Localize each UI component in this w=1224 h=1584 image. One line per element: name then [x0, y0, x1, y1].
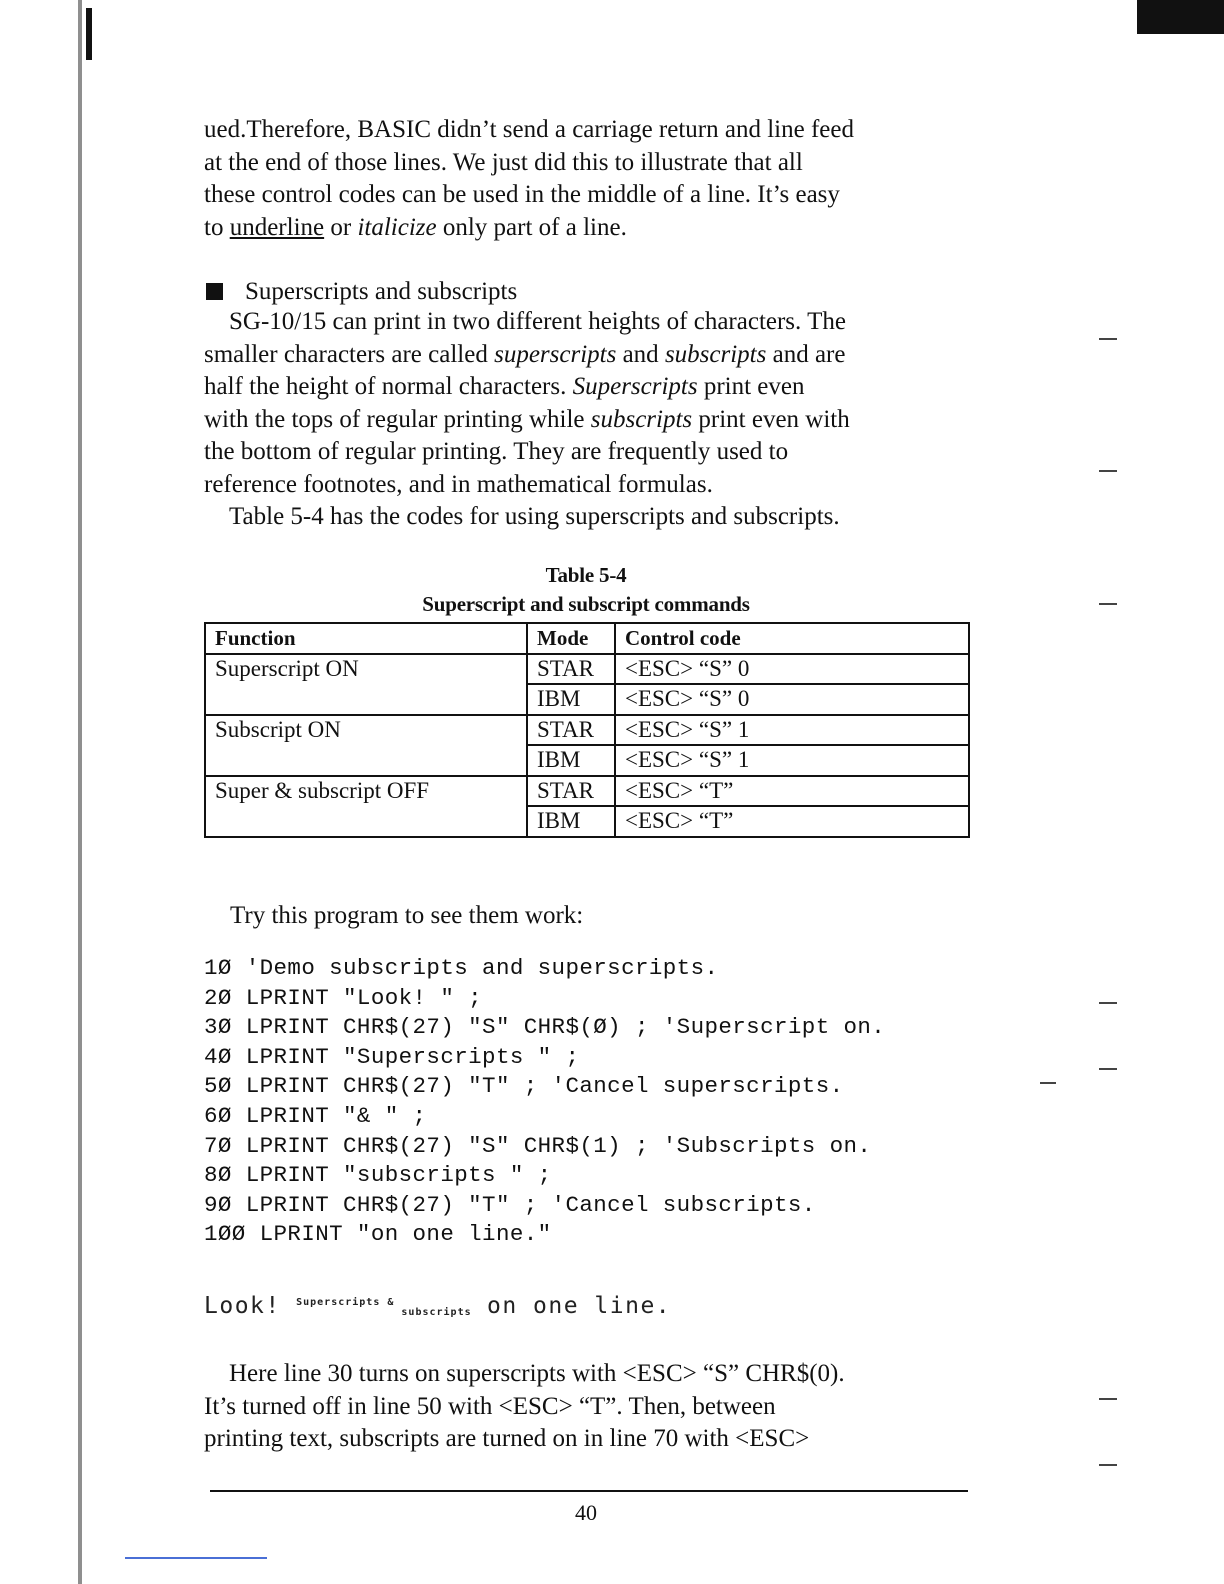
code-line: 1Ø 'Demo subscripts and superscripts.	[204, 955, 719, 981]
code-line: 4Ø LPRINT "Superscripts " ;	[204, 1043, 580, 1070]
section-heading	[206, 276, 517, 308]
scan-corner-mark	[1137, 0, 1224, 34]
text-run: to	[204, 213, 230, 241]
text-line: ued.Therefore, BASIC didn’t send a carriage return and line feed	[204, 116, 854, 143]
text-run: with the tops of regular printing while	[204, 405, 591, 433]
code-line: 8Ø LPRINT "subscripts " ;	[204, 1162, 552, 1189]
mode-cell: IBM	[527, 745, 615, 776]
text-line: these control codes can be used in the middle of a line. It’s easy	[204, 181, 840, 208]
text-line: Table 5-4 has the codes for using superscripts and subscripts.	[229, 503, 840, 530]
table-row	[205, 776, 969, 807]
code-line: 9Ø LPRINT CHR$(27) "T" ; 'Cancel subscripts.	[204, 1191, 816, 1218]
code-line: 2Ø LPRINT "Look! " ;	[204, 984, 483, 1011]
code-line: 6Ø LPRINT "& " ;	[204, 1102, 427, 1129]
text-run: or	[324, 213, 358, 241]
code-line: 5Ø LPRINT CHR$(27) "T" ; 'Cancel superscripts.	[204, 1073, 844, 1100]
code-line: 7Ø LPRINT CHR$(27) "S" CHR$(1) ; 'Subscripts on.	[204, 1132, 872, 1159]
header-function: Function	[205, 623, 527, 654]
mode-cell: IBM	[527, 806, 615, 837]
function-cell: Subscript ON	[205, 715, 527, 776]
output-superscript: Superscripts	[296, 1297, 381, 1308]
edge-mark	[1099, 1398, 1117, 1400]
table-row	[205, 654, 969, 685]
section-paragraph	[204, 306, 968, 534]
text-run: and	[616, 340, 665, 368]
edge-mark	[1099, 1068, 1117, 1070]
text-line: at the end of those lines. We just did this to illustrate that all	[204, 148, 803, 176]
mode-cell: STAR	[527, 776, 615, 807]
italic-word: subscripts	[590, 405, 693, 433]
text-line: It’s turned off in line 50 with <ESC> “T”. Then, between	[204, 1392, 776, 1420]
text-run: and are	[766, 340, 846, 368]
text-line: Here line 30 turns on superscripts with <ESC> “S” CHR$(0).	[229, 1360, 845, 1387]
scan-blue-line	[125, 1557, 267, 1559]
mode-cell: STAR	[527, 715, 615, 746]
text-run: smaller characters are called	[204, 340, 495, 368]
table-header-row	[205, 623, 969, 654]
italic-word: subscripts	[664, 340, 767, 368]
page-number: 40	[575, 1500, 597, 1525]
text-line: reference footnotes, and in mathematical formulas.	[204, 470, 713, 498]
code-cell: <ESC> “S” 1	[615, 745, 969, 776]
function-cell: Super & subscript OFF	[205, 776, 527, 837]
table-row	[205, 715, 969, 746]
code-cell: <ESC> “T”	[615, 806, 969, 837]
text-line	[204, 339, 968, 372]
edge-mark	[1099, 1464, 1117, 1466]
section-heading-text: Superscripts and subscripts	[245, 278, 518, 305]
italic-word: superscripts	[494, 340, 617, 368]
text-line	[204, 371, 968, 404]
text-run: half the height of normal characters.	[204, 373, 573, 400]
output-normal: on one line.	[471, 1293, 672, 1319]
code-cell: <ESC> “S” 1	[615, 715, 969, 746]
function-cell: Superscript ON	[205, 654, 527, 715]
italic-word: Superscripts	[572, 373, 698, 400]
intro-paragraph	[204, 114, 968, 244]
text-run: print even	[697, 373, 805, 400]
bullet-square-icon	[206, 283, 223, 300]
binding-edge	[78, 0, 82, 1584]
edge-mark	[1099, 470, 1117, 472]
text-line: the bottom of regular printing. They are frequently used to	[204, 438, 789, 465]
footer-rule	[210, 1490, 968, 1492]
text-line	[204, 404, 968, 437]
code-cell: <ESC> “S” 0	[615, 654, 969, 685]
binding-edge-mark	[86, 8, 92, 60]
program-listing	[204, 954, 885, 1250]
italic-word: italicize	[357, 213, 437, 241]
edge-mark	[1099, 603, 1117, 605]
closing-paragraph	[204, 1358, 968, 1456]
try-text: Try this program to see them work:	[230, 902, 584, 929]
mode-cell: IBM	[527, 684, 615, 715]
edge-mark	[1040, 1082, 1056, 1084]
code-line: 3Ø LPRINT CHR$(27) "S" CHR$(Ø) ; 'Superscript on.	[204, 1014, 886, 1041]
output-ampersand: &	[380, 1297, 402, 1308]
code-cell: <ESC> “T”	[615, 776, 969, 807]
text-line	[204, 212, 968, 245]
header-control-code: Control code	[615, 623, 969, 654]
header-mode: Mode	[527, 623, 615, 654]
edge-mark	[1099, 1002, 1117, 1004]
text-run: only part of a line.	[436, 213, 627, 241]
code-cell: <ESC> “S” 0	[615, 684, 969, 715]
text-line: SG-10/15 can print in two different heights of characters. The	[229, 308, 846, 335]
text-run: print even with	[692, 405, 850, 433]
table-caption-number: Table 5-4	[545, 563, 627, 587]
output-subscript: subscripts	[401, 1307, 472, 1318]
underlined-word: underline	[229, 213, 325, 241]
edge-mark	[1099, 338, 1117, 340]
output-normal: Look!	[204, 1293, 297, 1319]
text-line: printing text, subscripts are turned on in line 70 with <ESC>	[204, 1425, 810, 1452]
commands-table	[204, 622, 970, 838]
mode-cell: STAR	[527, 654, 615, 685]
table-caption-title: Superscript and subscript commands	[422, 592, 750, 616]
code-line: 1ØØ LPRINT "on one line."	[204, 1221, 552, 1248]
printed-output-sample	[204, 1288, 671, 1328]
